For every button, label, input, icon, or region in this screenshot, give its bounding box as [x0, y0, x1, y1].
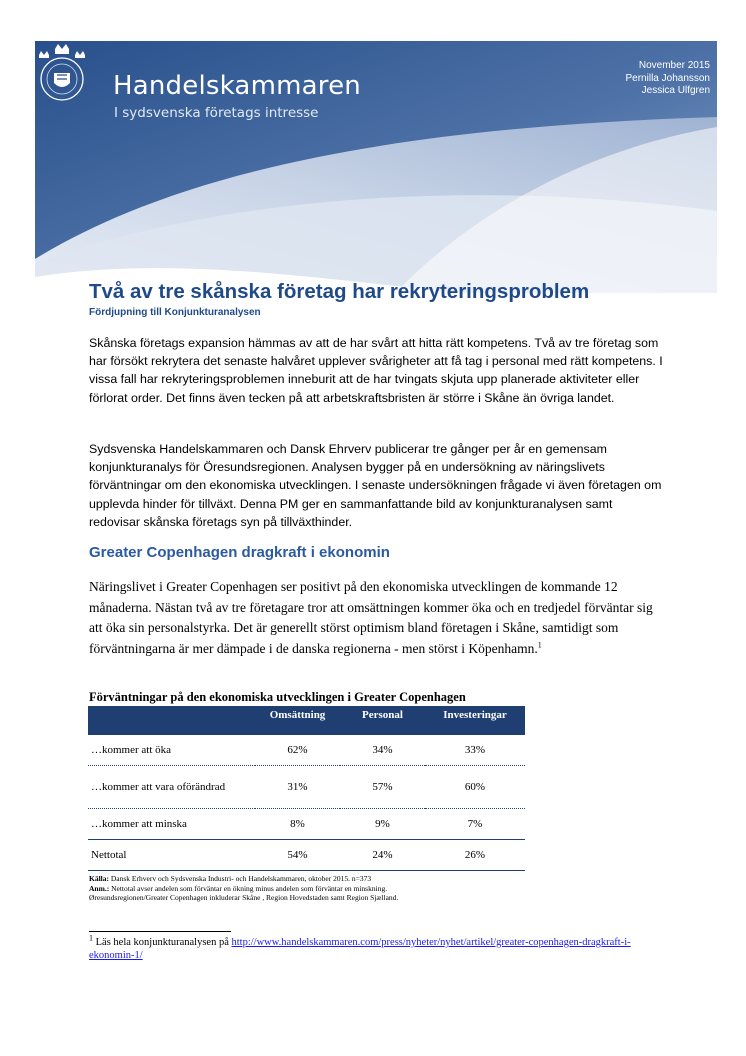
- document-meta: [626, 60, 711, 98]
- table-cell: 26%: [425, 840, 525, 871]
- header-banner: [35, 41, 717, 293]
- page-subtitle: Fördjupning till Konjunkturanalysen: [89, 307, 261, 318]
- table-row: [88, 809, 525, 840]
- crest-logo-icon: [35, 41, 89, 109]
- source-text: Dansk Erhverv och Sydsvenska Industri- och Handelskammaren, oktober 2015. n=373: [109, 874, 372, 883]
- intro-paragraph: Sydsvenska Handelskammaren och Dansk Ehrverv publicerar tre gånger per år en gemensam konjunkturanalys för Öresundsregionen. Analysen bygger på en undersökning av näringslivets förväntningar om den ekonomiska utvecklingen. I senaste undersökningen frågade vi även företagen om upplevda hinder för tillväxt. Denna PM ger en sammanfattande bild av konjunkturanalysen samt redovisar skånska företags syn på tillväxthinder.: [89, 442, 662, 529]
- source-note: [89, 874, 398, 884]
- table-cell: 62%: [255, 735, 340, 766]
- annotation-note-line: Øresundsregionen/Greater Copenhagen inkluderar Skåne , Region Hovedstaden samt Region Sjælland.: [89, 893, 399, 902]
- section-heading: Greater Copenhagen dragkraft i ekonomin: [89, 544, 390, 561]
- table-cell: 8%: [255, 809, 340, 840]
- table-cell: 31%: [255, 766, 340, 809]
- note-text: Nettotal avser andelen som förväntar en ökning minus andelen som förväntar en minskning.: [109, 883, 388, 893]
- table-header-cell: Omsättning: [255, 706, 340, 735]
- table-cell: 34%: [340, 735, 425, 766]
- expectations-table: [88, 706, 525, 871]
- footnote-text: Läs hela konjunkturanalysen på: [93, 937, 232, 948]
- table-cell: 7%: [425, 809, 525, 840]
- intro-paragraph: Skånska företags expansion hämmas av att de har svårt att hitta rätt kompetens. Två av tre företag som har försökt rekrytera det senaste halvåret upplever svårigheter att få tag i personal med rätt kompetens. I vissa fall har rekryteringsproblemen inneburit att de har tvingats skjuta upp planerade aktiviteter eller förlorat order. Det finns även tecken på att arbetskraftsbristen är större i Skåne än övriga landet.: [89, 336, 663, 405]
- table-cell: 33%: [425, 735, 525, 766]
- footnote-divider: [89, 931, 231, 932]
- footnote: [89, 933, 649, 962]
- table-header-cell: Personal: [340, 706, 425, 735]
- note-label: Anm.:: [89, 883, 110, 893]
- table-title: Förväntningar på den ekonomiska utvecklingen i Greater Copenhagen: [89, 690, 466, 704]
- table-cell: 60%: [425, 766, 525, 809]
- table-cell: 24%: [340, 840, 425, 871]
- table-row-label: …kommer att öka: [88, 735, 255, 766]
- table-row: [88, 766, 525, 809]
- table-cell: 57%: [340, 766, 425, 809]
- table-header-cell: [88, 706, 255, 735]
- footnote-link[interactable]: http://www.handelskammaren.com/press/nyheter/nyhet/artikel/greater-copenhagen-dragkraft-i-ekonomin-1/: [89, 937, 631, 961]
- footnote-reference: 1: [537, 640, 542, 649]
- table-cell: 54%: [255, 840, 340, 871]
- table-header-row: [88, 706, 525, 735]
- organization-name: Handelskammaren: [113, 71, 361, 101]
- table-row-label: …kommer att vara oförändrad: [88, 766, 255, 809]
- source-label: Källa:: [89, 874, 109, 883]
- table-row: [88, 735, 525, 766]
- document-date: November 2015: [638, 60, 710, 71]
- table-cell: 9%: [340, 809, 425, 840]
- organization-tagline: I sydsvenska företags intresse: [114, 105, 319, 121]
- table-row-label: Nettotal: [88, 840, 255, 871]
- table-header-cell: Investeringar: [425, 706, 525, 735]
- table-total-row: [88, 840, 525, 871]
- table-notes: [89, 874, 398, 903]
- footnote-number: 1: [89, 933, 93, 943]
- table-row-label: …kommer att minska: [88, 809, 255, 840]
- section-paragraph: [89, 577, 669, 659]
- author-name: Pernilla Johansson: [625, 72, 710, 84]
- author-name: Jessica Ulfgren: [641, 85, 710, 96]
- section-text: Näringslivet i Greater Copenhagen ser positivt på den ekonomiska utvecklingen de kommande 12 månaderna. Nästan två av tre företagare tror att omsättningen kommer öka och en tredjedel förväntar sig att öka sin personalstyrka. Det är generellt störst optimism bland företagen i Skåne, samtidigt som förväntningarna är mer dämpade i de danska regionerna - men störst i Köpenhamn.: [89, 579, 653, 656]
- annotation-note: [89, 884, 398, 894]
- page-title: Två av tre skånska företag har rekryteringsproblem: [89, 280, 590, 303]
